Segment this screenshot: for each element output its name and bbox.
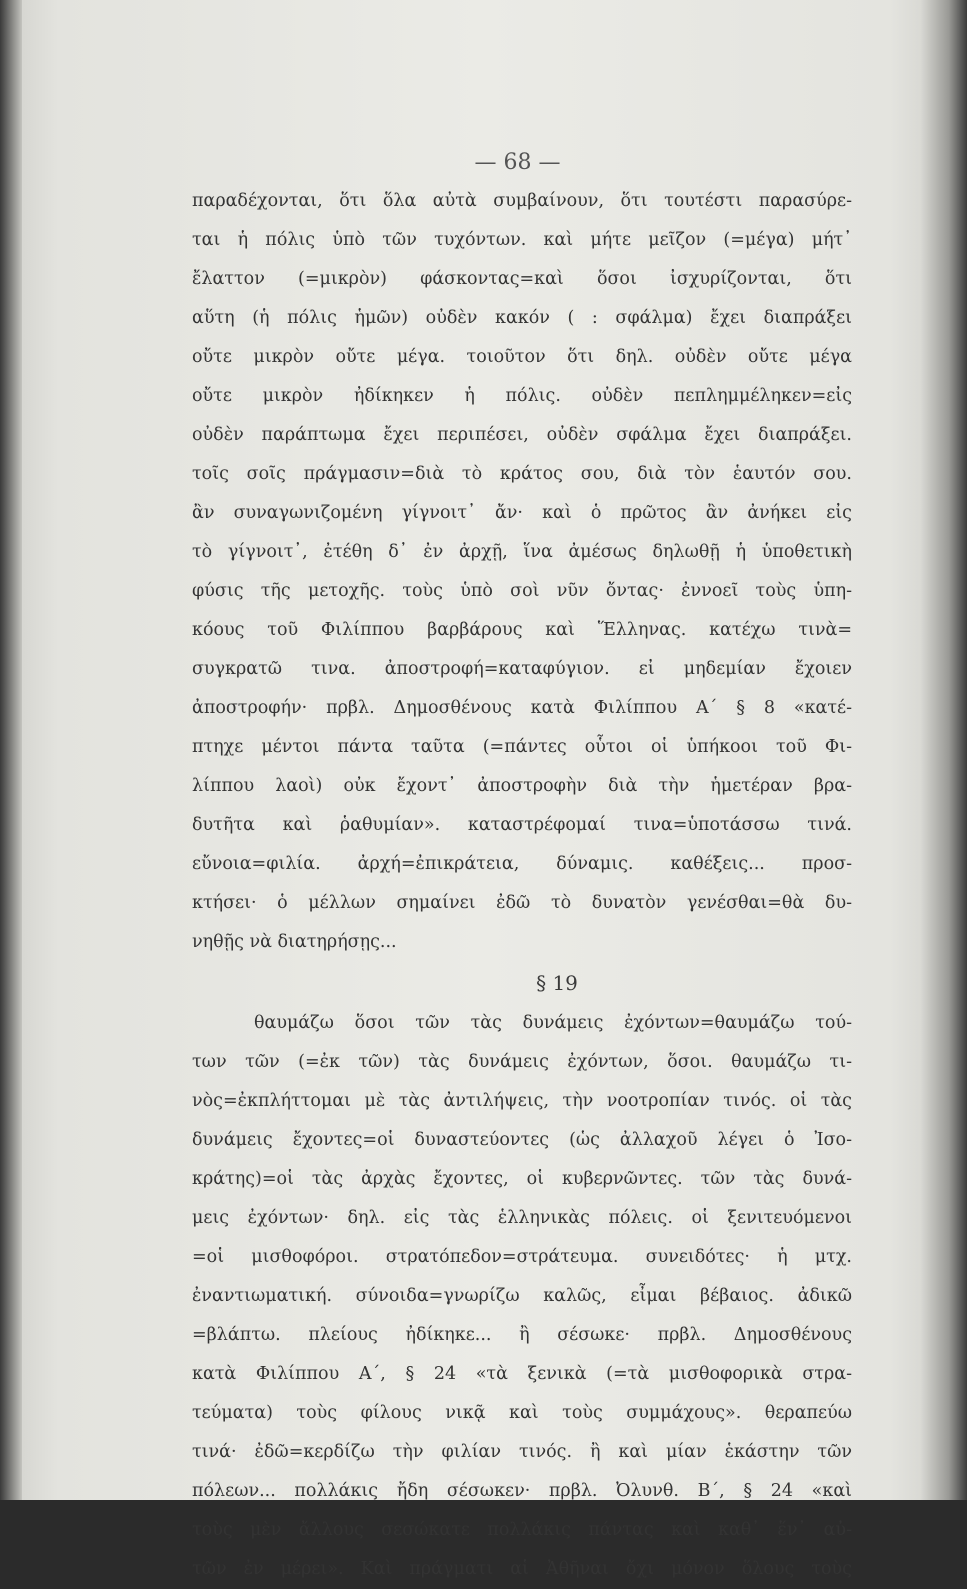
text-line: φύσις τῆς μετοχῆς. τοὺς ὑπὸ σοὶ νῦν ὄντας· ἐννοεῖ τοὺς ὑπη-	[192, 581, 852, 601]
text-line: λίππου λαοὶ) οὐκ ἔχοντ᾿ ἀποστροφὴν διὰ τὴν ἡμετέραν βρα-	[192, 776, 852, 796]
text-line: τεύματα) τοὺς φίλους νικᾷ καὶ τοὺς συμμάχους». θεραπεύω	[192, 1403, 852, 1423]
text-line: εὔνοια=φιλία. ἀρχή=ἐπικράτεια, δύναμις. καθέξεις... προσ-	[192, 854, 852, 874]
text-line: τοὺς μὲν ἄλλους σεσώκατε πολλάκις πάντας καὶ καθ᾿ ἕν᾿ αὐ-	[192, 1520, 852, 1540]
text-line: τὸ γίγνοιτ᾿, ἐτέθη δ᾿ ἐν ἀρχῇ, ἵνα ἀμέσως δηλωθῇ ἡ ὑποθετικὴ	[192, 542, 852, 562]
section-heading: § 19	[536, 971, 578, 995]
text-line: κτήσει· ὁ μέλλων σημαίνει ἐδῶ τὸ δυνατὸν γενέσθαι=θὰ δυ-	[192, 893, 852, 913]
text-line: κόους τοῦ Φιλίππου βαρβάρους καὶ Ἕλληνας. κατέχω τινὰ=	[192, 620, 852, 640]
text-line: νὸς=ἐκπλήττομαι μὲ τὰς ἀντιλήψεις, τὴν νοοτροπίαν τινός. οἱ τὰς	[192, 1091, 852, 1111]
text-line: ἂν συναγωνιζομένη γίγνοιτ᾿ ἄν· καὶ ὁ πρῶτος ἂν ἀνήκει εἰς	[192, 503, 852, 523]
book-binding-shadow	[0, 0, 22, 1500]
text-line: πτηχε μέντοι πάντα ταῦτα (=πάντες οὗτοι οἱ ὑπήκοοι τοῦ Φι-	[192, 737, 852, 757]
text-line: ἔλαττον (=μικρὸν) φάσκοντας=καὶ ὅσοι ἰσχυρίζονται, ὅτι	[192, 269, 852, 289]
text-line: οὔτε μικρὸν οὔτε μέγα. τοιοῦτον ὅτι δηλ. οὐδὲν οὔτε μέγα	[192, 347, 852, 367]
text-line: τοῖς σοῖς πράγμασιν=διὰ τὸ κράτος σου, διὰ τὸν ἑαυτόν σου.	[192, 464, 852, 484]
text-line: οὐδὲν παράπτωμα ἔχει περιπέσει, οὐδὲν σφάλμα ἔχει διαπράξει.	[192, 425, 852, 445]
text-line: τῶν ἐν μέρει». Καὶ πράγματι αἱ Ἀθῆναι ὄχι μόνον ὅλους τοὺς	[192, 1559, 852, 1579]
text-line: ἀποστροφήν· πρβλ. Δημοσθένους κατὰ Φιλίππου Α΄ § 8 «κατέ-	[192, 698, 852, 718]
page-edge-shadow	[921, 0, 967, 1500]
text-line: οὔτε μικρὸν ἠδίκηκεν ἡ πόλις. οὐδὲν πεπλημμέληκεν=εἰς	[192, 386, 852, 406]
text-line: κράτης)=οἱ τὰς ἀρχὰς ἔχοντες, οἱ κυβερνῶντες. τῶν τὰς δυνά-	[192, 1169, 852, 1189]
text-line: νηθῇς νὰ διατηρήσῃς...	[192, 932, 397, 952]
text-line: ἐναντιωματική. σύνοιδα=γνωρίζω καλῶς, εἶμαι βέβαιος. ἀδικῶ	[192, 1286, 852, 1306]
text-line: θαυμάζω ὅσοι τῶν τὰς δυνάμεις ἐχόντων=θαυμάζω τού-	[254, 1013, 852, 1033]
text-line: =βλάπτω. πλείους ἠδίκηκε... ἢ σέσωκε· πρβλ. Δημοσθένους	[192, 1325, 852, 1345]
text-line: ται ἡ πόλις ὑπὸ τῶν τυχόντων. καὶ μήτε μεῖζον (=μέγα) μήτ᾿	[192, 230, 852, 250]
text-line: των τῶν (=ἐκ τῶν) τὰς δυνάμεις ἐχόντων, ὅσοι. θαυμάζω τι-	[192, 1052, 852, 1072]
text-line: μεις ἐχόντων· δηλ. εἰς τὰς ἑλληνικὰς πόλεις. οἱ ξενιτευόμενοι	[192, 1208, 852, 1228]
text-line: δυτῆτα καὶ ῥαθυμίαν». καταστρέφομαί τινα=ὑποτάσσω τινά.	[192, 815, 852, 835]
text-line: δυνάμεις ἔχοντες=οἱ δυναστεύοντες (ὡς ἀλλαχοῦ λέγει ὁ Ἰσο-	[192, 1130, 852, 1150]
text-line: συγκρατῶ τινα. ἀποστροφή=καταφύγιον. εἰ μηδεμίαν ἔχοιεν	[192, 659, 852, 679]
text-line: =οἱ μισθοφόροι. στρατόπεδον=στράτευμα. συνειδότες· ἡ μτχ.	[192, 1247, 852, 1267]
text-line: κατὰ Φιλίππου Α΄, § 24 «τὰ ξενικὰ (=τὰ μισθοφορικὰ στρα-	[192, 1364, 852, 1384]
page-number: — 68 —	[474, 150, 561, 175]
text-line: παραδέχονται, ὅτι ὅλα αὐτὰ συμβαίνουν, ὅτι τουτέστι παρασύρε-	[192, 191, 852, 211]
commentary-text	[192, 182, 852, 1589]
text-line: αὕτη (ἡ πόλις ἡμῶν) οὐδὲν κακόν ( : σφάλμα) ἔχει διαπράξει	[192, 308, 852, 328]
text-line: τινά· ἐδῶ=κερδίζω τὴν φιλίαν τινός. ἢ καὶ μίαν ἑκάστην τῶν	[192, 1442, 852, 1462]
text-line: πόλεων... πολλάκις ἤδη σέσωκεν· πρβλ. Ὀλυνθ. Β΄, § 24 «καὶ	[192, 1481, 852, 1501]
